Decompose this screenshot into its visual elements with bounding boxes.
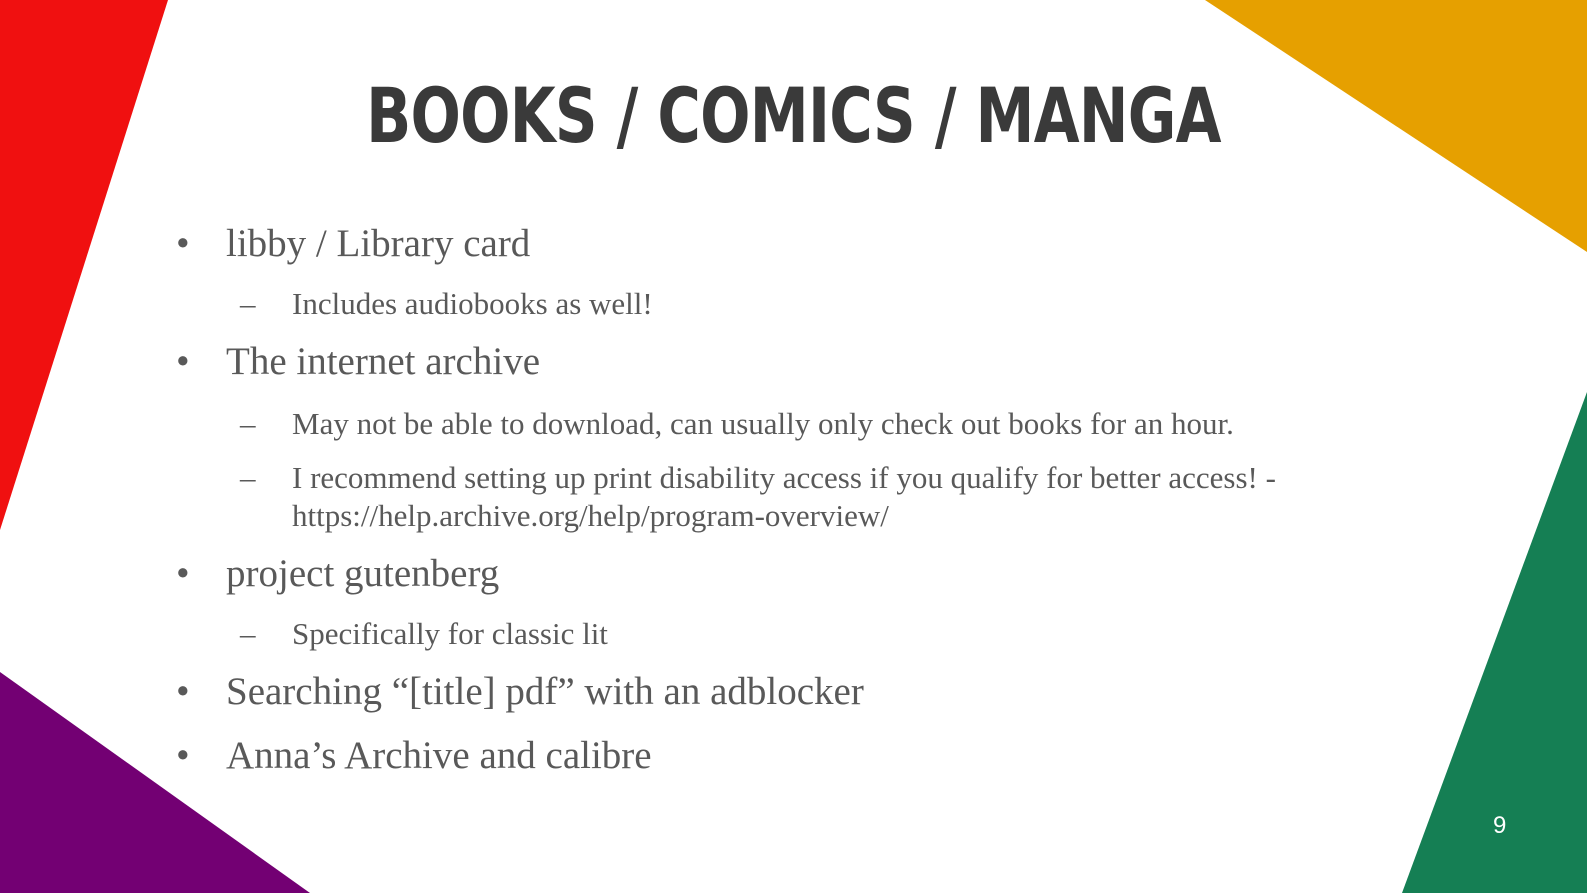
list-item-text: Anna’s Archive and calibre [226, 734, 652, 777]
list-item-text: Searching “[title] pdf” with an adblocker [226, 670, 864, 713]
slide-title: BOOKS / COMICS / MANGA [366, 71, 1221, 160]
list-subitem-text: I recommend setting up print disability access if you qualify for better access! - https://help.archive.org/help/program-overview/ [292, 460, 1276, 533]
list-item-text: project gutenberg [226, 552, 500, 595]
dash-marker: – [240, 616, 256, 651]
dash-marker: – [240, 406, 256, 441]
page-number: 9 [1493, 812, 1507, 839]
bullet-marker: • [176, 340, 190, 383]
bullet-marker: • [176, 734, 190, 777]
list-subitem-text: Includes audiobooks as well! [292, 286, 653, 321]
bullet-marker: • [176, 670, 190, 713]
list-item-text: The internet archive [226, 340, 540, 383]
dash-marker: – [240, 286, 256, 321]
bullet-marker: • [176, 552, 190, 595]
dash-marker: – [240, 460, 256, 495]
list-subitem-text: May not be able to download, can usually only check out books for an hour. [292, 406, 1234, 441]
list-subitem-text: Specifically for classic lit [292, 616, 608, 651]
list-item-text: libby / Library card [226, 222, 531, 265]
bullet-marker: • [176, 222, 190, 265]
